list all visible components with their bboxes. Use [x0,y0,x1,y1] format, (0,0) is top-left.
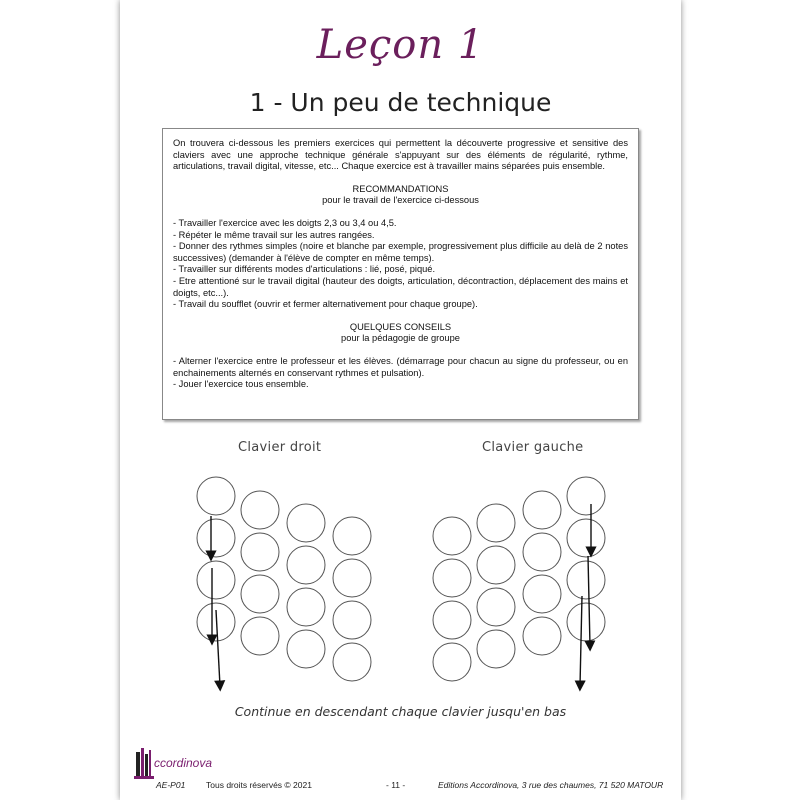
keyboard-button [567,561,605,599]
section-subtitle: 1 - Un peu de technique [249,88,552,117]
keyboard-button [287,504,325,542]
keyboard-button [433,601,471,639]
keyboard-button [567,519,605,557]
keyboard-button [523,617,561,655]
list-item: - Répéter le même travail sur les autres rangées. [173,229,375,240]
recommandations-title: RECOMMANDATIONS [352,183,449,194]
list-item: - Jouer l'exercice tous ensemble. [173,379,309,390]
instruction-text: Continue en descendant chaque clavier jusqu'en bas [234,704,567,719]
logo-text: ccordinova [154,756,213,770]
clavier-droit-label: Clavier droit [238,440,322,455]
keyboard-button [523,491,561,529]
keyboard-button [333,643,371,681]
keyboard-button [333,601,371,639]
conseils-title: QUELQUES CONSEILS [349,321,452,332]
keyboard-button [433,517,471,555]
keyboard-button [287,588,325,626]
page-number: - 11 - [386,780,406,790]
right-keyboard-diagram [197,477,371,686]
list-item: - Alterner l'exercice entre le professeur et les élèves. (démarrage pour chacun au signe du professeur, ou en enchainements alternés en conservant rythmes et pulsation). [173,355,628,378]
list-item: - Travailler l'exercice avec les doigts 2,3 ou 3,4 ou 4,5. [173,217,397,228]
keyboard-button [567,477,605,515]
keyboard-button [477,588,515,626]
left-keyboard-diagram [433,477,605,686]
recommandations-subtitle: pour le travail de l'exercice ci-dessous [322,195,479,206]
keyboard-button [287,630,325,668]
keyboard-button [241,533,279,571]
keyboard-button [523,533,561,571]
keyboard-button [241,575,279,613]
copyright: Tous droits réservés © 2021 [206,780,312,790]
keyboard-button [477,546,515,584]
list-item: - Donner des rythmes simples (noire et blanche par exemple, progressivement plus difficile au delà de 2 notes successives) (demander à l'élève de compter en même temps). [173,241,628,263]
list-item: - Etre attentioné sur le travail digital (hauteur des doigts, articulation, décontraction, déplacement des mains et doigts, etc...). [173,275,628,298]
keyboard-button [523,575,561,613]
list-item: - Travailler sur différents modes d'articulations : lié, posé, piqué. [173,264,436,275]
keyboard-button [197,519,235,557]
keyboard-button [287,546,325,584]
keyboard-button [241,617,279,655]
instructions-box [162,128,639,420]
keyboard-button [477,504,515,542]
keyboard-diagrams [120,460,681,700]
keyboard-button [333,517,371,555]
clavier-gauche-label: Clavier gauche [482,440,584,455]
accordinova-logo [132,742,222,782]
list-item: - Travail du soufflet (ouvrir et fermer alternativement pour chaque groupe). [173,299,478,310]
recommandations-list [173,218,628,311]
document-page [120,0,681,800]
conseils-subtitle: pour la pédagogie de groupe [341,333,460,344]
keyboard-button [433,643,471,681]
intro-paragraph: On trouvera ci-dessous les premiers exercices qui permettent la découverte progressive et sensitive des claviers avec une approche technique générale s'appuyant sur des éléments de régularité, rythme, articulations, travail digital, vitesse, etc... Chaque exercice est à travailler mains séparées puis ensemble. [173,138,628,172]
publisher-info: Editions Accordinova, 3 rue des chaumes, 71 520 MATOUR [438,780,664,790]
keyboard-button [433,559,471,597]
keyboard-button [241,491,279,529]
document-code: AE-P01 [156,780,186,790]
keyboard-button [197,561,235,599]
page-title: Leçon 1 [316,22,485,68]
keyboard-button [567,603,605,641]
keyboard-button [197,477,235,515]
keyboard-button [333,559,371,597]
keyboard-button [477,630,515,668]
conseils-list [173,356,628,391]
